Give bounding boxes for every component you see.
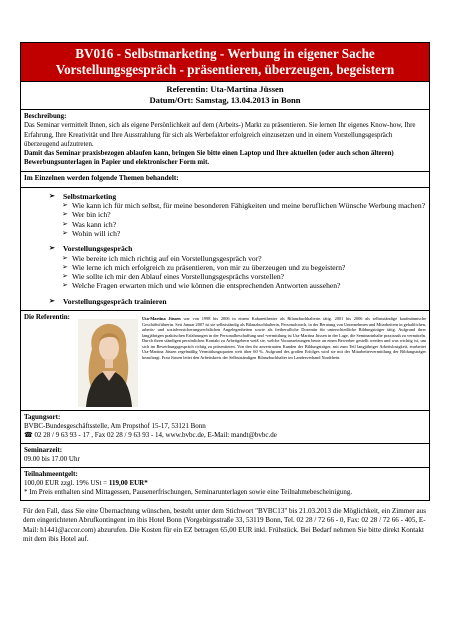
description-bold-text: Damit das Seminar praxisbezogen ablaufen kann, bringen Sie bitte einen Laptop und Ihre aktuellen (oder auch schon älteren) Bewerbungsunterlagen in Papier und elektronischer Form mit. — [24, 150, 394, 167]
fee-note: * Im Preis enthalten sind Mittagessen, Pausenerfrischungen, Seminarunterlagen sowie eine Teilnahmebescheinigung. — [24, 488, 353, 497]
referent-date-box — [20, 81, 430, 110]
arrow-bullet-icon: ➢ — [62, 253, 68, 262]
fee-price-text: 100,00 EUR zzgl. 19% USt = — [24, 479, 109, 488]
arrow-bullet-icon: ➢ — [62, 262, 68, 271]
arrow-bullet-icon: ➢ — [49, 244, 55, 253]
arrow-bullet-icon: ➢ — [62, 272, 68, 281]
fee-section — [20, 467, 430, 501]
arrow-bullet-icon: ➢ — [62, 281, 68, 290]
title-line-1: BV016 - Selbstmarketing - Werbung in eigener Sache — [75, 46, 375, 61]
phone-icon: ☎ — [24, 431, 33, 440]
topic-item: Was kann ich? — [72, 219, 117, 229]
venue-section — [20, 410, 430, 444]
referent-bio-text: war von 1998 bis 2006 in einem Kabarettheater als Bilanzbuchhalterin tätig. 2001 bis 2006 als selbstständige kaufmännische Geschäftsführerin. Seit Januar 2007 ist sie selbstständig als Bilanzbuchhalterin, Personalcoach, in der Beratung von Unternehmen und Mitarbeitern in gehaltlichen, arbeits- und sozialversicherungsrechtlichen Angelegenheiten sowie als freiberufliche Dozentin für unterschiedliche Bildungsträger tätig. Aufgrund ihrer langjährigen praktischen Erfahrungen in der Personalbeschaffung und -vermittlung ist Uta-Martina Jüssen in der Lage, die Seminarinhalte praxisnah zu vermitteln. Durch ihren ständigen persönlichen Kontakt zu Arbeitgebern weiß sie, welche Voraussetzungen heute an einen Bewerber gestellt werden und was wichtig ist, um sich im Bewerbungsgespräch richtig zu präsentieren. Von den ihr anvertrauten Kunden der Bildungsträger, mit zum Teil langjähriger Arbeitslosigkeit, erarbeitet Uta-Martina Jüssen regelmäßig Vermittlungsquoten weit über 60 %. Aufgrund des großen Erfolges wird sie mit der Mitarbeitervermittlung der Bildungsträger beauftragt. Frau Jüssen leitet den Arbeitskreis der Selbstständigen Bilanzbuchhalter im Landesverband Nordrhein. — [142, 316, 426, 360]
arrow-bullet-icon: ➢ — [49, 296, 55, 305]
topic-title: Vorstellungsgespräch — [63, 244, 133, 254]
arrow-bullet-icon: ➢ — [62, 228, 68, 237]
topic-item: Wie sollte ich mir den Ablauf eines Vorstellungsgesprächs vorstellen? — [72, 272, 284, 282]
venue-address: BVBC-Bundesgeschäftsstelle, Am Propsthof 15-17, 53121 Bonn — [24, 422, 206, 431]
seminar-time-value: 09.00 bis 17.00 Uhr — [24, 455, 80, 464]
topic-title: Selbstmarketing — [63, 191, 117, 201]
venue-contact: 02 28 / 9 63 93 - 17 , Fax 02 28 / 9 63 93 - 14, www.bvbc.de, E-Mail: mandt@bvbc.de — [34, 431, 277, 440]
title-line-2: Vorstellungsgespräch - präsentieren, überzeugen, begeistern — [55, 62, 395, 77]
seminar-time-section — [20, 443, 430, 468]
topic-title: Vorstellungsgespräch trainieren — [63, 296, 167, 306]
topic-item: Wie kann ich für mich selbst, für meine besonderen Fähigkeiten und meine beruflichen Wünsche Werbung machen? — [72, 201, 426, 211]
title-banner — [20, 42, 430, 82]
referent-photo — [78, 319, 138, 407]
venue-heading: Tagungsort: — [24, 413, 61, 422]
arrow-bullet-icon: ➢ — [62, 210, 68, 219]
fee-price-total: 119,00 EUR* — [108, 479, 148, 488]
referent-bio-name: Uta-Martina Jüssen — [142, 316, 181, 322]
topics-heading: Im Einzelnen werden folgende Themen behandelt: — [20, 171, 430, 188]
topic-item: Wohin will ich? — [72, 228, 121, 238]
arrow-bullet-icon: ➢ — [49, 191, 55, 200]
hotel-note: Für den Fall, dass Sie eine Übernachtung wünschen, besteht unter dem Stichwort "BVBC13" bis 21.03.2013 die Möglichkeit, ein Zimmer aus dem eingerichteten Abrufkontingent im ibis Hotel Bonn (Vorgebirgsstraße 33, 53119 Bonn, Tel. 02 28 / 72 66 - 0, Fax: 02 28 / 72 66 - 405, E-Mail: h1441@accor.com) abzurufen. Die Kosten für ein EZ betragen 65,00 EUR inkl. Frühstück. Bei Bedarf nehmen Sie bitte direkt Kontakt mit dem ibis Hotel auf. — [23, 507, 426, 544]
topic-item: Welche Fragen erwarten mich und wie können die entsprechenden Antworten aussehen? — [72, 281, 341, 291]
referent-bio — [142, 313, 426, 407]
topic-group-vorstellungsgespraech — [49, 244, 426, 290]
description-text: Das Seminar vermittelt Ihnen, sich als eigene Persönlichkeit auf dem (Arbeits-) Markt zu präsentieren. Sie lernen Ihr eigenes Know-how, Ihre Erfahrung, Ihre Kreativität und Ihre Ausstrahlung für sich als Werbefaktor erfolgreich einzusetzen und in einem Vorstellungsgespräch überzeugend aufzutreten. — [24, 122, 416, 148]
topics-list — [20, 187, 430, 311]
topic-group-selbstmarketing — [49, 192, 426, 238]
topic-item: Wie lerne ich mich erfolgreich zu präsentieren, von mir zu überzeugen und zu begeistern? — [72, 262, 346, 272]
arrow-bullet-icon: ➢ — [62, 201, 68, 210]
referent-heading: Die Referentin: — [24, 313, 70, 322]
description-heading: Beschreibung: — [24, 113, 67, 120]
topic-item: Wer bin ich? — [72, 210, 111, 220]
date-location-line: Datum/Ort: Samstag, 13.04.2013 in Bonn — [149, 95, 301, 105]
topic-group-training — [49, 297, 426, 306]
description-section — [20, 109, 430, 172]
referent-section — [20, 310, 430, 411]
fee-heading: Teilnahmeentgelt: — [24, 470, 78, 479]
arrow-bullet-icon: ➢ — [62, 219, 68, 228]
referent-line: Referentin: Uta-Martina Jüssen — [166, 84, 284, 94]
seminar-flyer — [20, 43, 430, 545]
topic-item: Wie bereite ich mich richtig auf ein Vorstellungsgespräch vor? — [72, 253, 262, 263]
seminar-time-heading: Seminarzeit: — [24, 446, 63, 455]
portrait-image — [78, 319, 138, 407]
